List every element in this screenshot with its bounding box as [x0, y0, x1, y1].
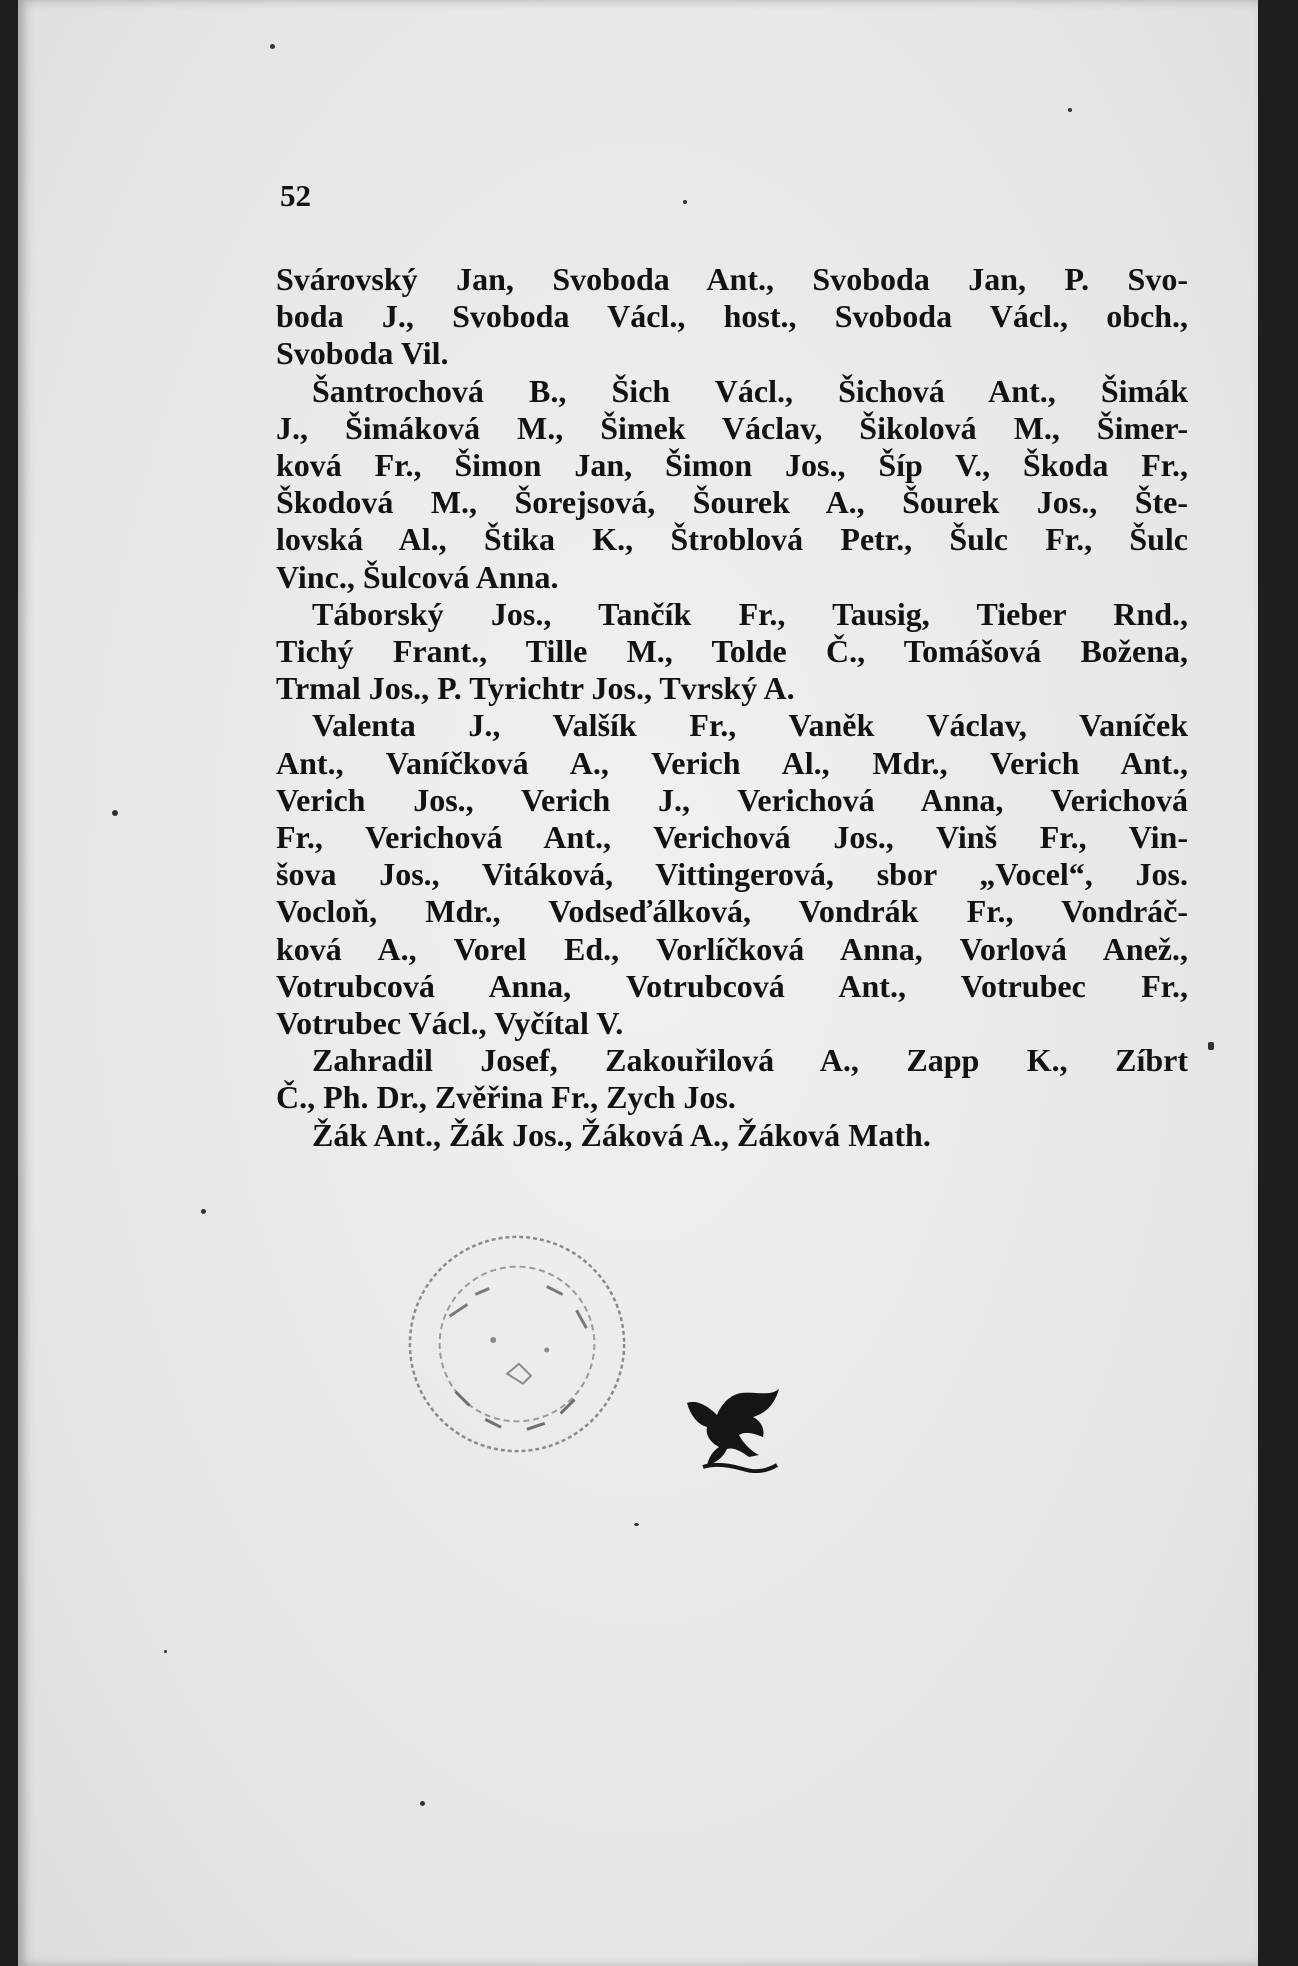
text-line: boda J., Svoboda Václ., host., Svoboda Václ., obch., [276, 298, 1188, 335]
scan-speck [634, 1523, 639, 1526]
text-line: Zahradil Josef, Zakouřilová A., Zapp K., Zíbrt [312, 1042, 1188, 1079]
text-line: Votrubec Václ., Vyčítal V. [276, 1005, 624, 1042]
text-line: J., Šimáková M., Šimek Václav, Šikolová M., Šimer- [276, 409, 1188, 446]
text-line: Ant., Vaníčková A., Verich Al., Mdr., Verich Ant., [276, 744, 1188, 781]
text-line: šova Jos., Vitáková, Vittingerová, sbor „Vocel“, Jos. [276, 856, 1188, 893]
text-line: Fr., Verichová Ant., Verichová Jos., Vinš Fr., Vin- [276, 819, 1188, 856]
text-line: Tichý Frant., Tille M., Tolde Č., Tomášová Božena, [276, 633, 1188, 670]
library-stamp-icon [398, 1225, 636, 1463]
scan-speck [683, 200, 687, 204]
text-line: Č., Ph. Dr., Zvěřina Fr., Zych Jos. [276, 1079, 736, 1116]
text-line: Vinc., Šulcová Anna. [276, 558, 559, 595]
eagle-printer-mark-icon [683, 1385, 783, 1473]
scan-speck [164, 1650, 167, 1653]
scan-speck [270, 44, 275, 49]
text-line: Valenta J., Valšík Fr., Vaněk Václav, Vaníček [312, 707, 1188, 744]
text-line: Trmal Jos., P. Tyrichtr Jos., Tvrský A. [276, 670, 795, 707]
text-line: Táborský Jos., Tančík Fr., Tausig, Tieber Rnd., [312, 595, 1188, 632]
scan-speck [112, 810, 118, 816]
name-list-text [276, 261, 1188, 1154]
text-line: Škodová M., Šorejsová, Šourek A., Šourek Jos., Šte- [276, 484, 1188, 521]
text-line: Verich Jos., Verich J., Verichová Anna, Verichová [276, 781, 1188, 818]
text-line: Šantrochová B., Šich Václ., Šichová Ant., Šimák [312, 372, 1188, 409]
text-line: Svárovský Jan, Svoboda Ant., Svoboda Jan, P. Svo- [276, 261, 1188, 297]
text-line: Svoboda Vil. [276, 335, 449, 372]
scan-speck [1068, 108, 1072, 112]
scanned-page [18, 0, 1258, 1966]
text-line: ková Fr., Šimon Jan, Šimon Jos., Šíp V., Škoda Fr., [276, 447, 1188, 484]
page-number: 52 [280, 178, 311, 213]
text-line: lovská Al., Štika K., Štroblová Petr., Šulc Fr., Šulc [276, 521, 1188, 558]
text-line: ková A., Vorel Ed., Vorlíčková Anna, Vorlová Anež., [276, 930, 1188, 967]
scan-speck [1208, 1042, 1214, 1050]
text-line: Vocloň, Mdr., Vodseďálková, Vondrák Fr., Vondráč- [276, 893, 1188, 930]
text-line: Žák Ant., Žák Jos., Žáková A., Žáková Math. [312, 1116, 931, 1153]
scan-speck [201, 1209, 206, 1214]
text-line: Votrubcová Anna, Votrubcová Ant., Votrubec Fr., [276, 967, 1188, 1004]
scan-speck [420, 1801, 425, 1806]
